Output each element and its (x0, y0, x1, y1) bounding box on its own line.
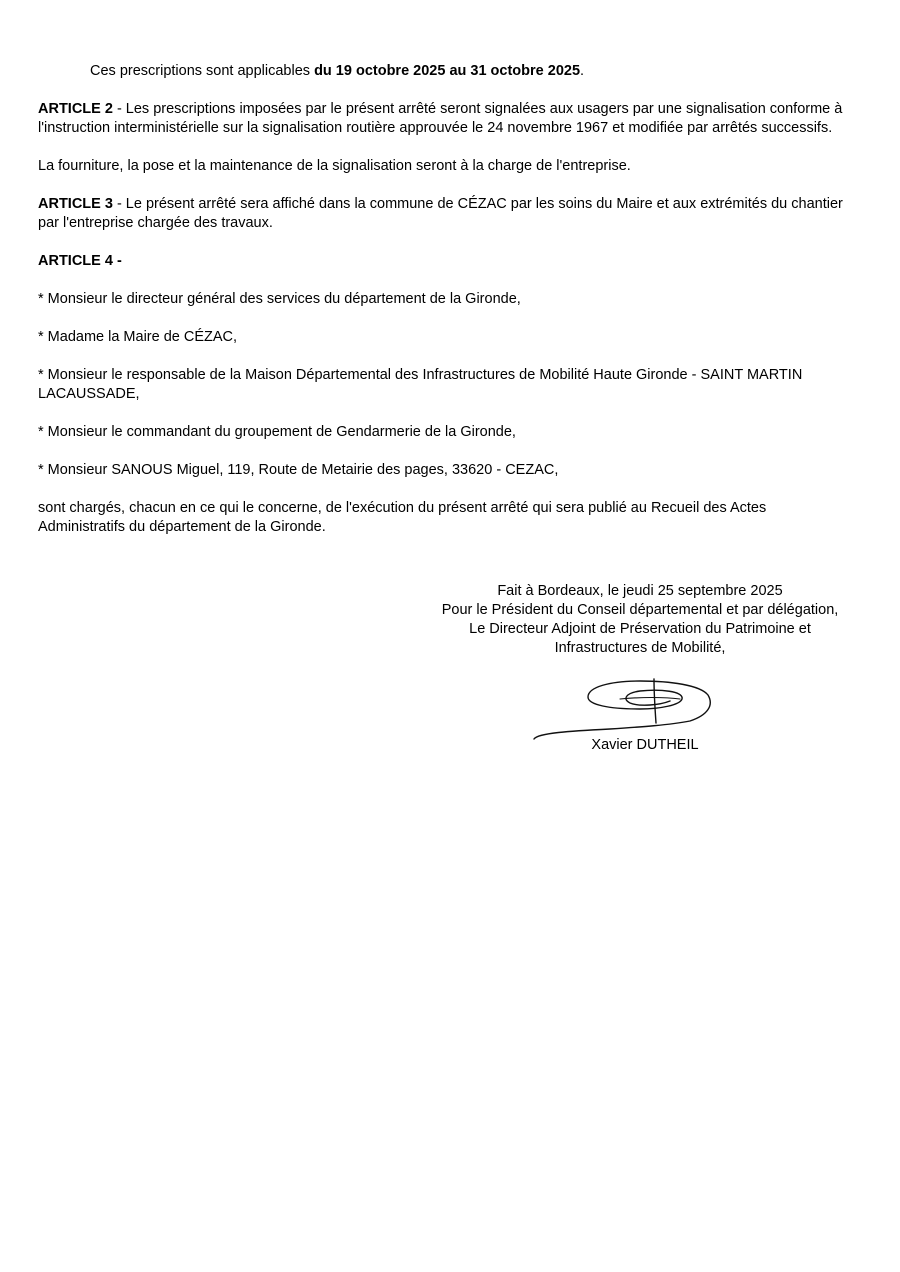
recipient-item: * Monsieur le commandant du groupement de Gendarmerie de la Gironde, (38, 424, 516, 440)
recipient-item: * Madame la Maire de CÉZAC, (38, 329, 238, 345)
recipient-item: * Monsieur le directeur général des services du département de la Gironde, (38, 291, 521, 307)
signer-title-line-2: Infrastructures de Mobilité, (554, 640, 726, 656)
handwritten-signature (530, 675, 720, 745)
validity-dates: du 19 octobre 2025 au 31 octobre 2025 (314, 63, 581, 79)
article-3-text: - Le présent arrêté sera affiché dans la commune de CÉZAC par les soins du Maire et aux extrémités du chantier par l'entreprise chargée des travaux. (38, 196, 843, 231)
document-body (38, 62, 848, 556)
delegation-line: Pour le Président du Conseil départemental et par délégation, (441, 602, 839, 618)
article-4-label: ARTICLE 4 - (38, 253, 122, 269)
signer-title-line-1: Le Directeur Adjoint de Préservation du Patrimoine et (469, 621, 811, 637)
signature-block (430, 582, 850, 658)
signage-supply-paragraph: La fourniture, la pose et la maintenance de la signalisation seront à la charge de l'entreprise. (38, 158, 631, 174)
closing-paragraph: sont chargés, chacun en ce qui le concerne, de l'exécution du présent arrêté qui sera publié au Recueil des Actes Administratifs du département de la Gironde. (38, 500, 767, 535)
recipient-item: * Monsieur le responsable de la Maison Départemental des Infrastructures de Mobilité Haute Gironde - SAINT MARTIN LACAUSSADE, (38, 367, 803, 402)
validity-text-after: . (580, 63, 585, 79)
recipient-item: * Monsieur SANOUS Miguel, 119, Route de Metairie des pages, 33620 - CEZAC, (38, 462, 559, 478)
place-date: Fait à Bordeaux, le jeudi 25 septembre 2025 (497, 583, 783, 599)
validity-text-before: Ces prescriptions sont applicables (90, 63, 315, 79)
article-2-label: ARTICLE 2 (38, 101, 113, 117)
article-3-label: ARTICLE 3 (38, 196, 113, 212)
signer-name: Xavier DUTHEIL (591, 737, 699, 753)
article-3-paragraph (38, 195, 848, 233)
article-2-paragraph (38, 100, 848, 138)
article-2-text: - Les prescriptions imposées par le présent arrêté seront signalées aux usagers par une signalisation conforme à l'instruction interministérielle sur la signalisation routière approuvée le 24 novembre 1967 et modifiée par arrêtés successifs. (38, 101, 843, 136)
validity-paragraph (38, 62, 848, 81)
